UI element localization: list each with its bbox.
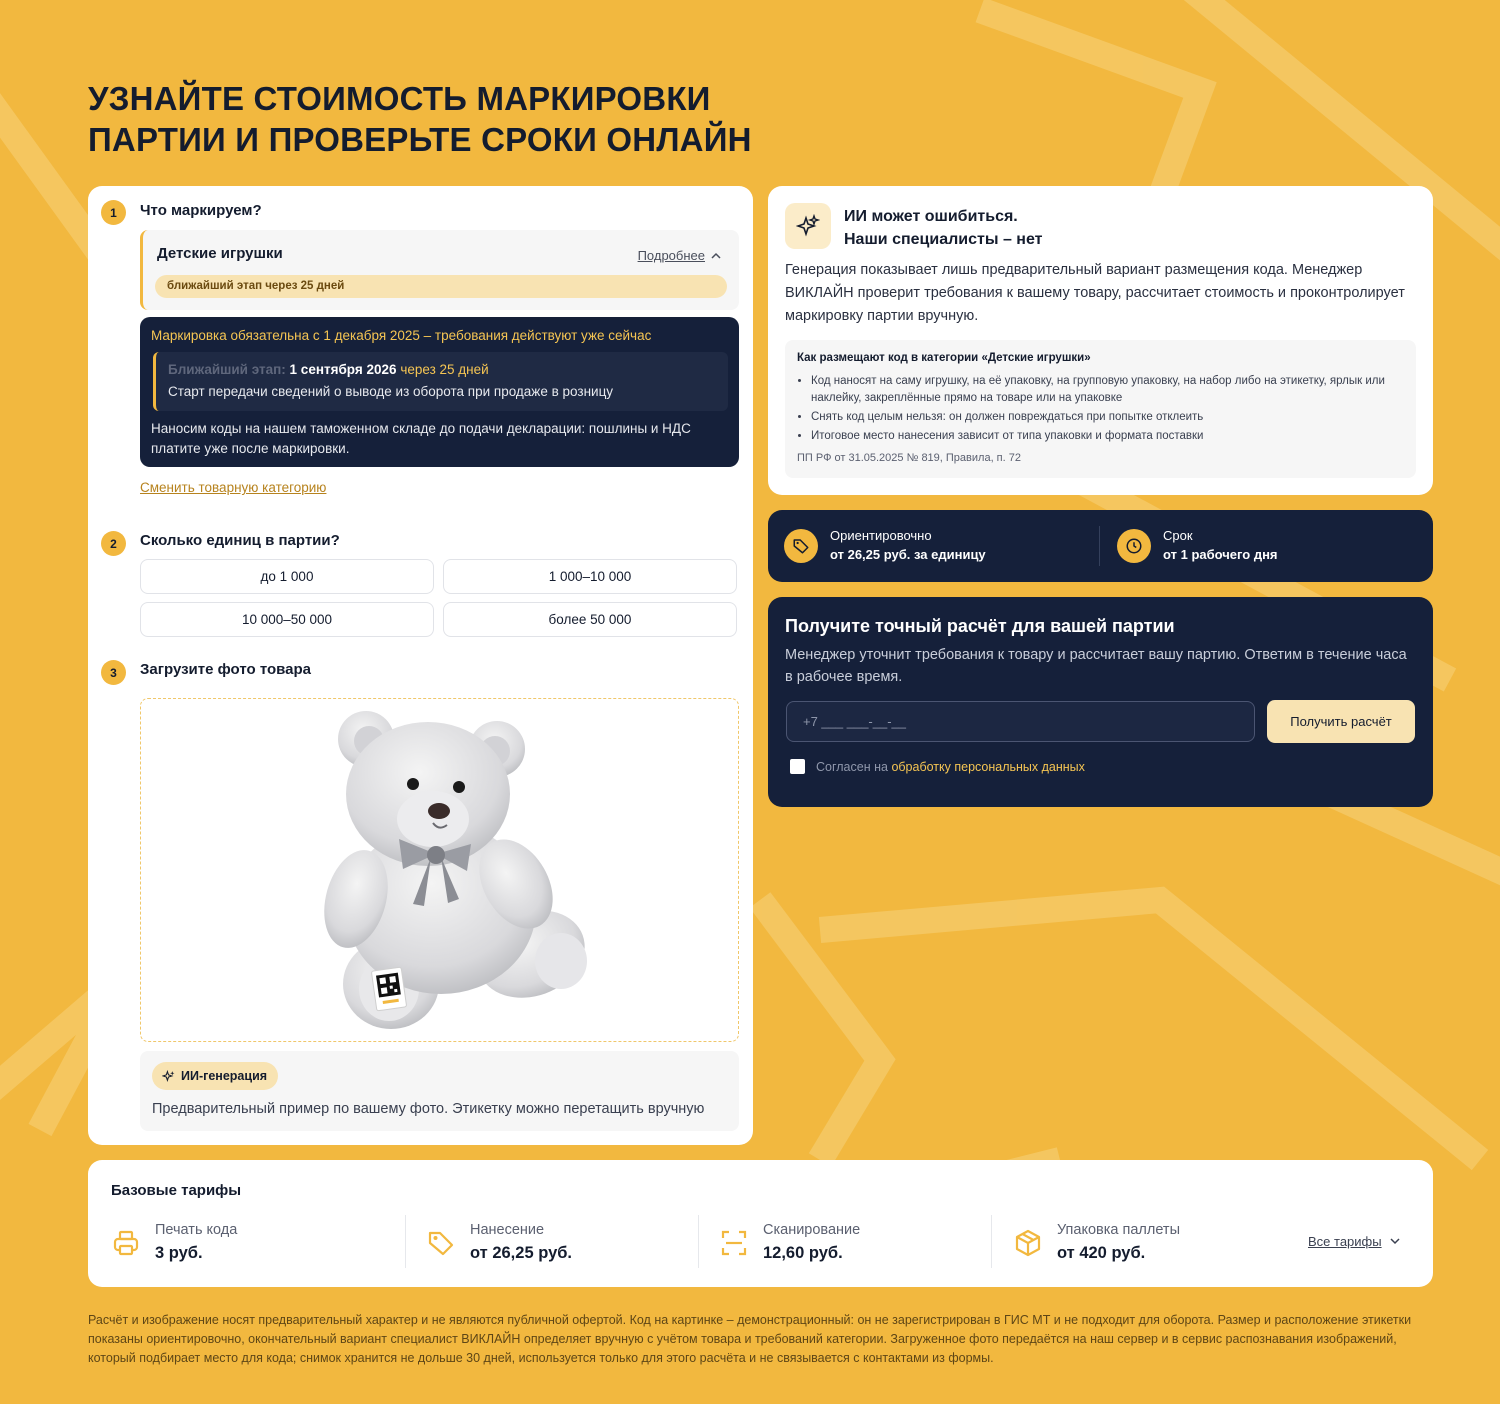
- category-more-label: Подробнее: [637, 248, 705, 263]
- category-more-link[interactable]: [638, 248, 721, 263]
- marking-notice: [140, 317, 739, 467]
- stage-badge: ближайший этап через 25 дней: [155, 275, 727, 298]
- all-tariffs-label: Все тарифы: [1308, 1234, 1382, 1249]
- divider: [698, 1215, 699, 1268]
- chevron-down-icon: [1390, 1238, 1400, 1245]
- estimate-price: [784, 527, 986, 565]
- tariff-scan: [719, 1220, 860, 1266]
- all-tariffs-link[interactable]: [1308, 1234, 1400, 1249]
- list-item: • Код наносят на саму игрушку, на её упаковку, на групповую упаковку, на набор либо на этикетку, ярлык или наклейку, закреплённые прямо на товаре или на упаковке: [811, 373, 1407, 407]
- tariffs-title: Базовые тарифы: [111, 1182, 242, 1199]
- change-category-link[interactable]: Сменить товарную категорию: [140, 480, 327, 495]
- sparkles-icon: [162, 1070, 175, 1083]
- form-description: Менеджер уточнит требования к товару и рассчитает вашу партию. Ответим в течение часа в рабочее время.: [785, 647, 1407, 685]
- tariff-apply: [426, 1220, 572, 1266]
- stage-label: Ближайший этап:: [168, 362, 286, 377]
- tariff-value: от 420 руб.: [1057, 1244, 1146, 1262]
- sparkles-icon: [785, 203, 831, 249]
- divider: [991, 1215, 992, 1268]
- placement-rules-box: [785, 340, 1416, 478]
- ai-title-line-1: ИИ может ошибиться.: [844, 208, 1018, 225]
- estimate-term-value: от 1 рабочего дня: [1163, 547, 1278, 562]
- step-3-number: 3: [101, 660, 126, 685]
- step-2-title: Сколько единиц в партии?: [140, 532, 340, 549]
- qty-option-1[interactable]: до 1 000: [140, 559, 434, 594]
- stage-countdown: через 25 дней: [400, 362, 489, 377]
- consent-text: Согласен на: [816, 759, 888, 774]
- tariff-pallet: [1013, 1220, 1180, 1266]
- legal-disclaimer: Расчёт и изображение носят предварительный характер и не являются публичной офертой. Код на картинке – демонстрационный: он не зарегистрирован в ГИС МТ и не подходит для оборота. Размер и расположение этикетки показаны ориентировочно, окончательный вариант специалист ВИКЛАЙН определяет вручную с учётом товара и требований категории. Загруженное фото передаётся на наш сервер и в сервис распознавания изображений, который подбирает место для кода; снимок хранится не дольше 30 дней, используется только для этого расчёта и не связывается с контактами из формы.: [88, 1313, 1412, 1365]
- teddy-bear-photo: [141, 699, 739, 1042]
- estimate-price-label: Ориентировочно: [830, 528, 932, 543]
- clock-icon: [1117, 529, 1151, 563]
- tariff-value: от 26,25 руб.: [470, 1244, 573, 1262]
- get-quote-button[interactable]: Получить расчёт: [1267, 700, 1415, 743]
- next-stage-box: [153, 352, 728, 411]
- tariff-label: Сканирование: [763, 1222, 861, 1238]
- ai-card-title: [844, 205, 1042, 251]
- tariff-print: [111, 1220, 237, 1266]
- form-title: Получите точный расчёт для вашей партии: [785, 616, 1175, 636]
- request-form: [768, 597, 1433, 807]
- consent-checkbox[interactable]: [790, 759, 805, 774]
- list-item: • Итоговое место нанесения зависит от типа упаковки и формата поставки: [811, 428, 1407, 445]
- step-1-title: Что маркируем?: [140, 202, 262, 219]
- ai-generation-text: Предварительный пример по вашему фото. Этикетку можно перетащить вручную: [152, 1101, 705, 1117]
- personal-data-link[interactable]: обработку персональных данных: [891, 759, 1085, 774]
- estimate-bar: [768, 510, 1433, 582]
- list-item: • Снять код целым нельзя: он должен повреждаться при попытке отклеить: [811, 409, 1407, 426]
- category-name: Детские игрушки: [157, 245, 283, 262]
- estimate-term-label: Срок: [1163, 528, 1193, 543]
- title-line-1: УЗНАЙТЕ СТОИМОСТЬ МАРКИРОВКИ: [88, 80, 711, 117]
- tariff-label: Нанесение: [470, 1222, 545, 1238]
- title-line-2: ПАРТИИ И ПРОВЕРЬТЕ СРОКИ ОНЛАЙН: [88, 121, 752, 158]
- chevron-up-icon: [711, 252, 721, 259]
- printer-icon: [111, 1228, 141, 1258]
- notice-headline: Маркировка обязательна с 1 декабря 2025 – требования действуют уже сейчас: [151, 328, 652, 343]
- step-2-number: 2: [101, 531, 126, 556]
- base-tariffs: [88, 1160, 1433, 1287]
- ai-generation-chip: [152, 1062, 278, 1090]
- qty-option-4[interactable]: более 50 000: [443, 602, 737, 637]
- estimate-term: [1117, 527, 1278, 565]
- ai-card-text: Генерация показывает лишь предварительный вариант размещения кода. Менеджер ВИКЛАЙН проверит требования к вашему товару, рассчитает стоимость и проконтролирует маркировку партии вручную.: [785, 262, 1405, 324]
- phone-input[interactable]: +7 ___ ___-__-__: [786, 701, 1255, 742]
- calculator-card: [88, 186, 753, 1145]
- rules-source: ПП РФ от 31.05.2025 № 819, Правила, п. 72: [797, 452, 1021, 464]
- box-icon: [1013, 1228, 1043, 1258]
- ai-title-line-2: Наши специалисты – нет: [844, 231, 1043, 248]
- divider: [1099, 526, 1100, 566]
- category-box[interactable]: [140, 230, 739, 310]
- tag-icon: [784, 529, 818, 563]
- stage-description: Старт передачи сведений о выводе из оборота при продаже в розницу: [168, 384, 614, 399]
- placement-rules-list: [811, 373, 1407, 447]
- tag-icon: [426, 1228, 456, 1258]
- divider: [405, 1215, 406, 1268]
- qty-option-2[interactable]: 1 000–10 000: [443, 559, 737, 594]
- qty-option-3[interactable]: 10 000–50 000: [140, 602, 434, 637]
- tariff-label: Печать кода: [155, 1222, 238, 1238]
- step-1-number: 1: [101, 200, 126, 225]
- estimate-price-value: от 26,25 руб. за единицу: [830, 547, 986, 562]
- stage-date: 1 сентября 2026: [289, 362, 397, 377]
- tariff-value: 12,60 руб.: [763, 1244, 843, 1262]
- ai-generation-label: ИИ-генерация: [181, 1069, 268, 1083]
- tariff-value: 3 руб.: [155, 1244, 203, 1262]
- tariff-label: Упаковка паллеты: [1057, 1222, 1180, 1238]
- placement-rules-title: Как размещают код в категории «Детские игрушки»: [797, 352, 1091, 364]
- step-3-title: Загрузите фото товара: [140, 661, 312, 678]
- photo-upload-area[interactable]: [140, 698, 739, 1042]
- notice-footnote: Наносим коды на нашем таможенном складе до подачи декларации: пошлины и НДС платите уже после маркировки.: [151, 421, 691, 456]
- consent-row: [790, 759, 1085, 774]
- ai-disclaimer-card: [768, 186, 1433, 495]
- ai-generation-note: [140, 1051, 739, 1131]
- page-title: [88, 78, 788, 160]
- scan-icon: [719, 1228, 749, 1258]
